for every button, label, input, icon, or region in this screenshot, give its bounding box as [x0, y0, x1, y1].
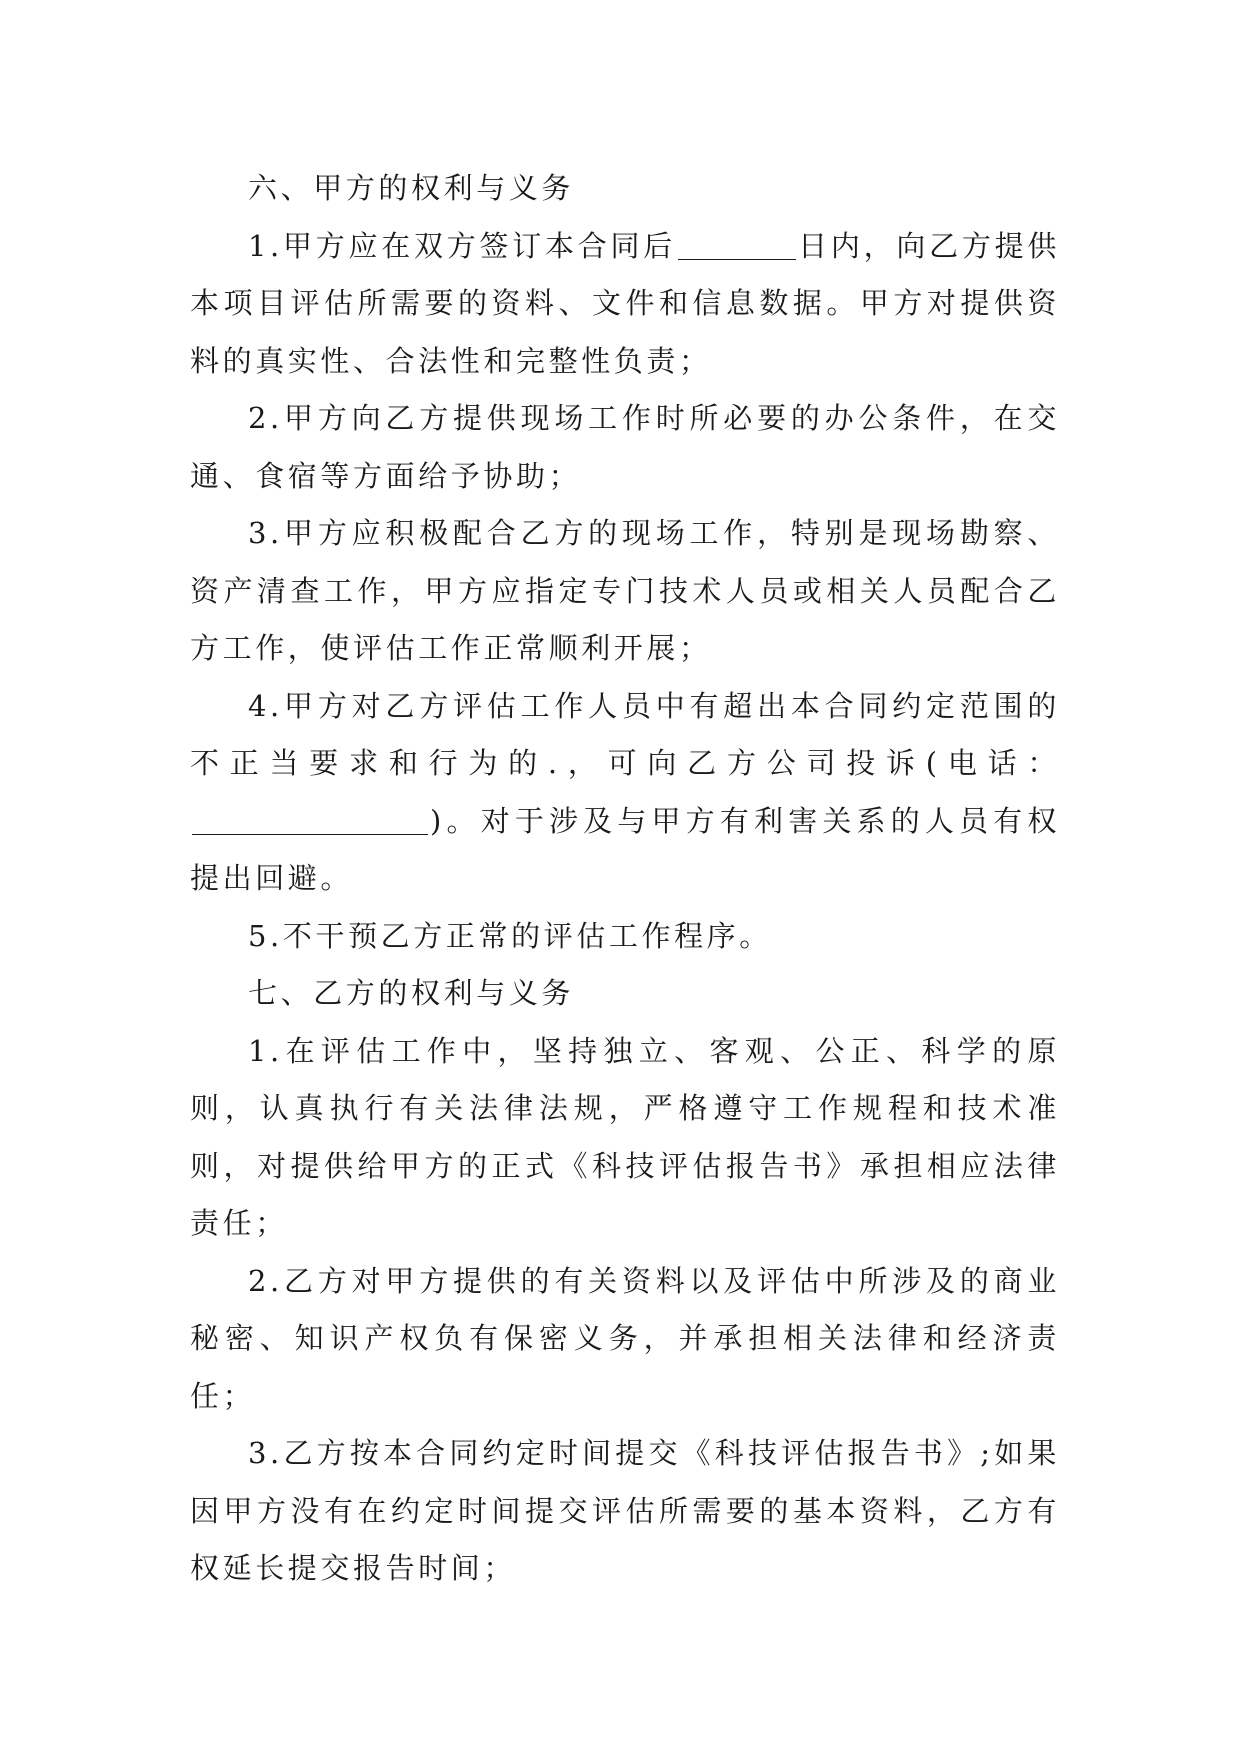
- section-6-item-1: [190, 218, 1060, 391]
- section-6-item-4-text-after: )。对于涉及与甲方有利害关系的人员有权提出回避。: [190, 803, 1060, 895]
- section-7-item-2: 2.乙方对甲方提供的有关资料以及评估中所涉及的商业秘密、知识产权负有保密义务，并承担相关法律和经济责任；: [190, 1263, 1060, 1413]
- section-6-item-2: 2.甲方向乙方提供现场工作时所必要的办公条件，在交通、食宿等方面给予协助；: [190, 401, 1060, 493]
- section-6-item-5: 5.不干预乙方正常的评估工作程序。: [248, 918, 772, 953]
- section-6-item-1-text-after: 日内，向乙方提供本项目评估所需要的资料、文件和信息数据。甲方对提供资料的真实性、合法性和完整性负责；: [190, 228, 1060, 378]
- section-6-heading: 六、甲方的权利与义务: [248, 171, 575, 205]
- section-7-item-3: 3.乙方按本合同约定时间提交《科技评估报告书》;如果因甲方没有在约定时间提交评估所需要的基本资料，乙方有权延长提交报告时间；: [190, 1436, 1060, 1585]
- section-7-heading: 七、乙方的权利与义务: [248, 976, 575, 1010]
- section-6-item-3: 3.甲方应积极配合乙方的现场工作，特别是现场勘察、资产清查工作，甲方应指定专门技术人员或相关人员配合乙方工作，使评估工作正常顺利开展；: [190, 516, 1060, 665]
- days-blank-field: [678, 225, 796, 260]
- document-body: [190, 160, 1060, 1598]
- section-7-item-1: 1.在评估工作中，坚持独立、客观、公正、科学的原则，认真执行有关法律法规，严格遵守工作规程和技术准则，对提供给甲方的正式《科技评估报告书》承担相应法律责任；: [190, 1033, 1060, 1240]
- section-6-item-4: [190, 678, 1060, 908]
- phone-blank-field: [192, 800, 428, 835]
- section-6-item-1-text-before: 1.甲方应在双方签订本合同后: [248, 228, 676, 263]
- section-6-item-4-text-before: 4.甲方对乙方评估工作人员中有超出本合同约定范围的不正当要求和行为的.，可向乙方公司投诉(电话：: [190, 688, 1060, 780]
